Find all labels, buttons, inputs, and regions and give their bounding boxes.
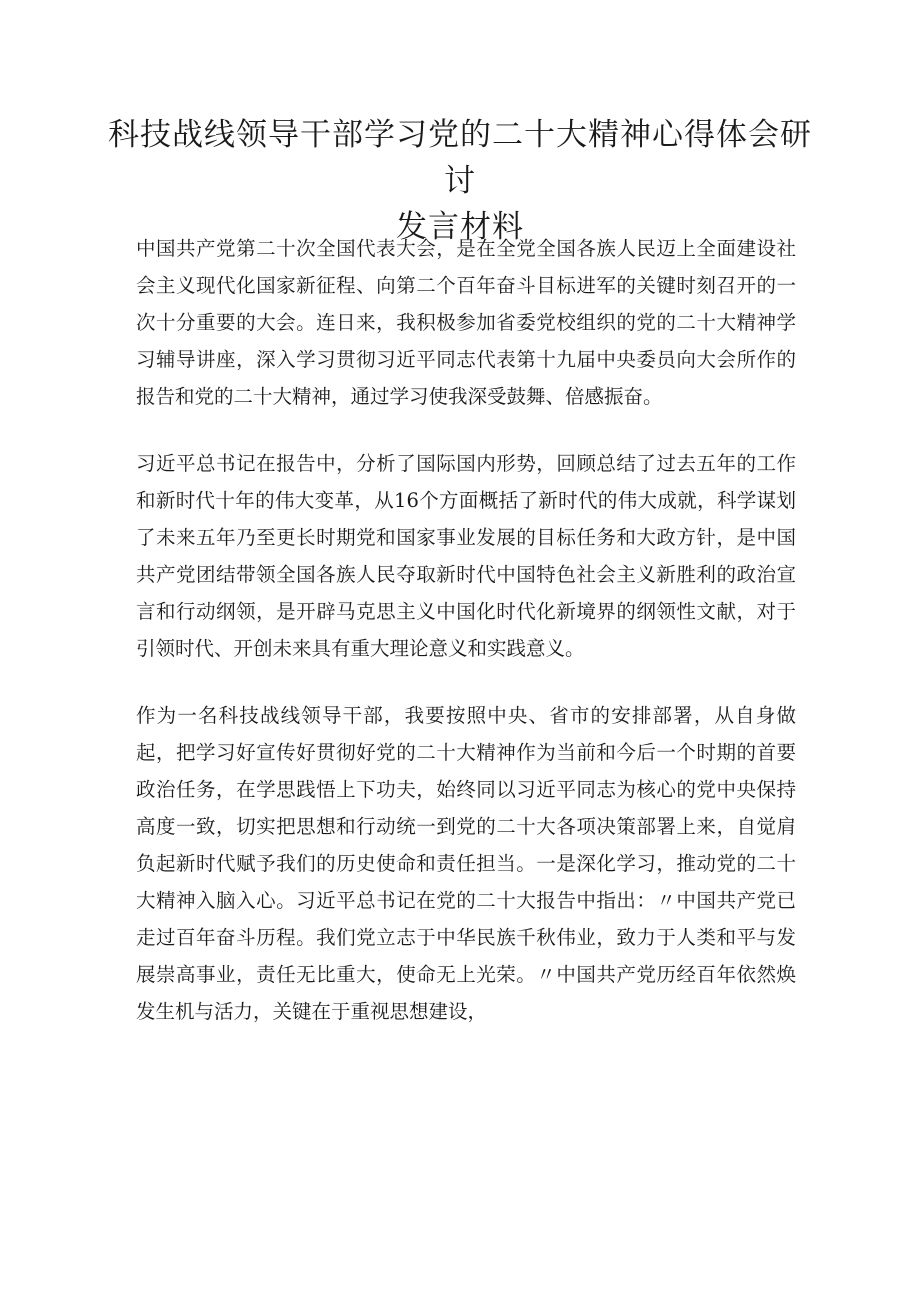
document-body <box>136 230 796 1060</box>
paragraph-2: 习近平总书记在报告中，分析了国际国内形势，回顾总结了过去五年的工作和新时代十年的伟大变革，从16个方面概括了新时代的伟大成就，科学谋划了未来五年乃至更长时期党和国家事业发展的目标任务和大政方针，是中国共产党团结带领全国各族人民夺取新时代中国特色社会主义新胜利的政治宣言和行动纲领，是开辟马克思主义中国化时代化新境界的纲领性文献，对于引领时代、开创未来具有重大理论意义和实践意义。 <box>136 452 796 660</box>
paragraph-3: 作为一名科技战线领导干部，我要按照中央、省市的安排部署，从自身做起，把学习好宣传好贯彻好党的二十大精神作为当前和今后一个时期的首要政治任务，在学思践悟上下功夫，始终同以习近平同志为核心的党中央保持高度一致，切实把思想和行动统一到党的二十大各项决策部署上来，自觉肩负起新时代赋予我们的历史使命和责任担当。一是深化学习，推动党的二十大精神入脑入心。习近平总书记在党的二十大报告中指出：〃中国共产党已走过百年奋斗历程。我们党立志于中华民族千秋伟业，致力于人类和平与发展崇高事业，责任无比重大，使命无上光荣。〃中国共产党历经百年依然焕发生机与活力，关键在于重视思想建设， <box>136 704 796 1023</box>
title-line-1: 科技战线领导干部学习党的二十大精神心得体会研讨 <box>108 117 812 199</box>
title-line-2: 发言材料 <box>396 209 524 245</box>
paragraph-1: 中国共产党第二十次全国代表大会，是在全党全国各族人民迈上全面建设社会主义现代化国家新征程、向第二个百年奋斗目标进军的关键时刻召开的一次十分重要的大会。连日来，我积极参加省委党校组织的党的二十大精神学习辅导讲座，深入学习贯彻习近平同志代表第十九届中央委员向大会所作的报告和党的二十大精神，通过学习使我深受鼓舞、倍感振奋。 <box>136 237 796 408</box>
